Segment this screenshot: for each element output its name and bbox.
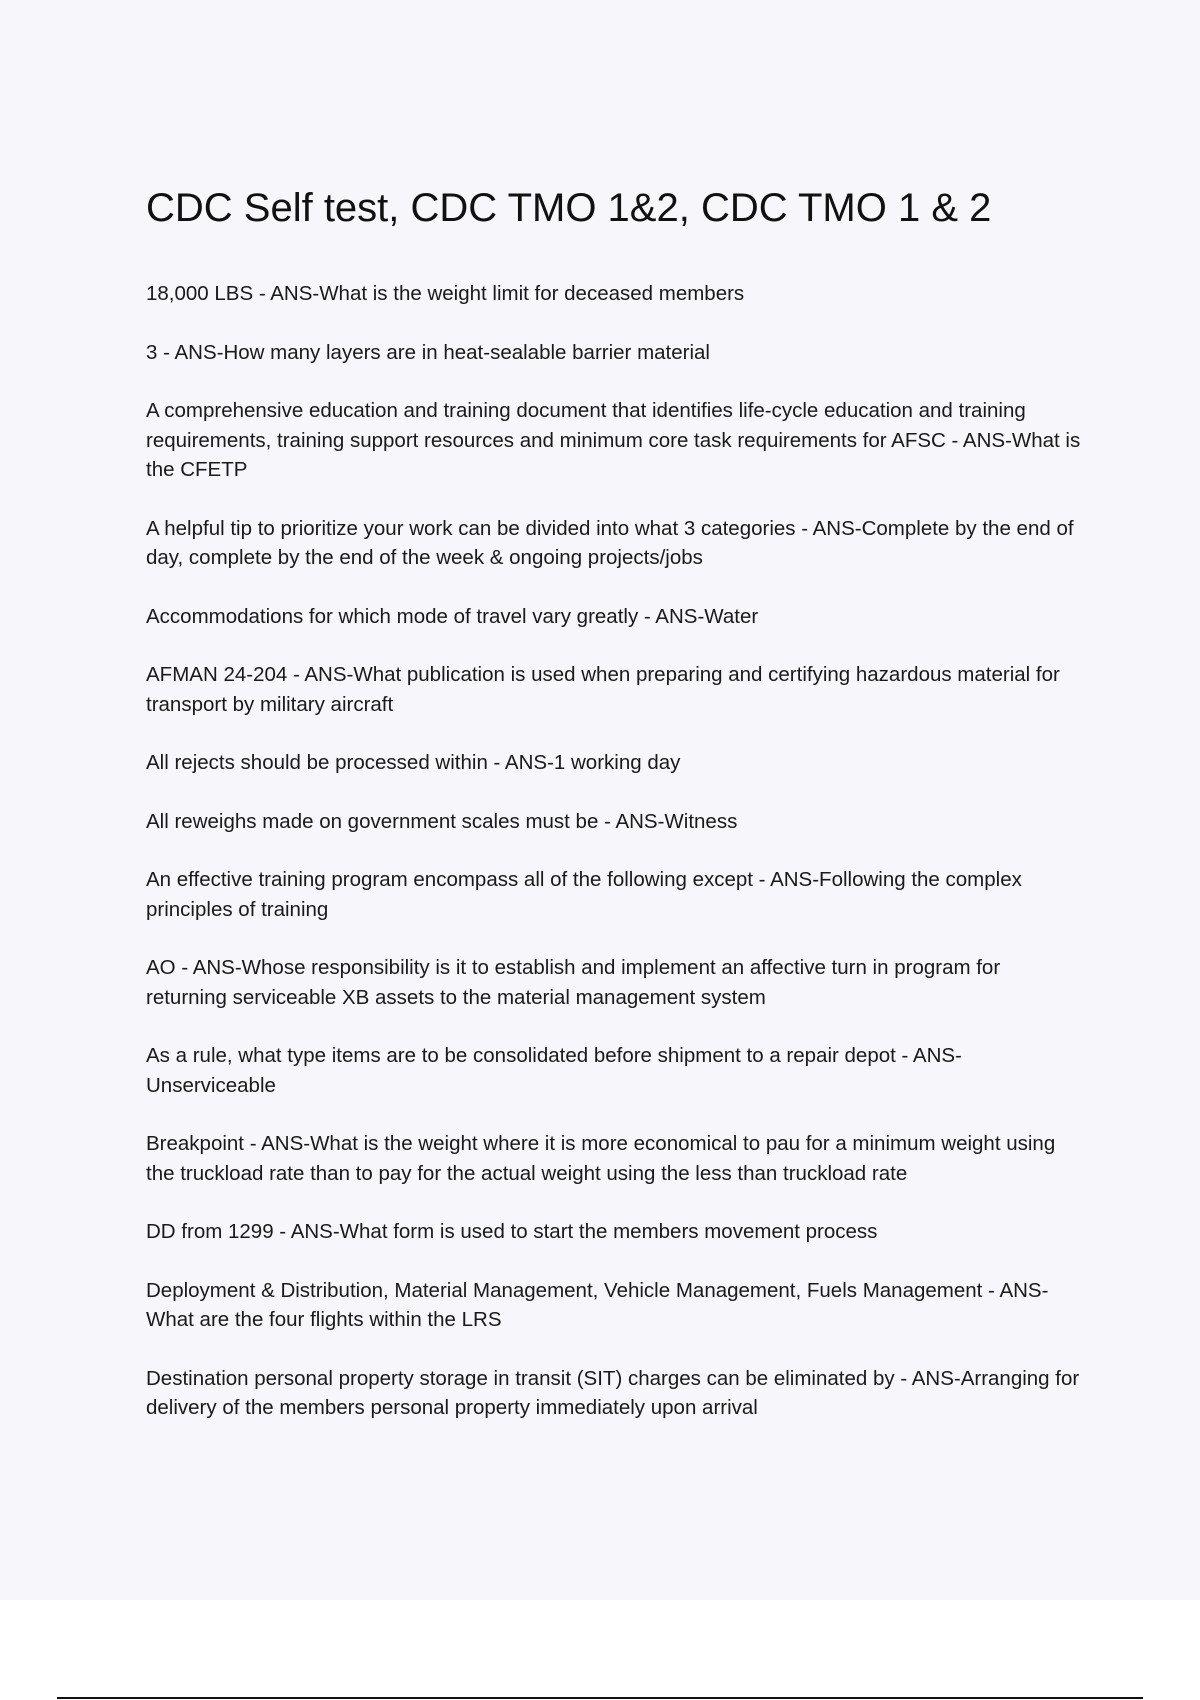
qa-item: All reweighs made on government scales must be - ANS-Witness [146, 809, 738, 833]
qa-item: A helpful tip to prioritize your work can be divided into what 3 categories - ANS-Complete by the end of day, complete by the end of the week & ongoing projects/jobs [146, 516, 1074, 569]
qa-item: Accommodations for which mode of travel vary greatly - ANS-Water [146, 604, 759, 628]
document-title: CDC Self test, CDC TMO 1&2, CDC TMO 1 & 2 [146, 186, 992, 230]
qa-item: Destination personal property storage in transit (SIT) charges can be eliminated by - ANS-Arranging for delivery of the members personal property immediately upon arrival [146, 1366, 1080, 1419]
qa-item: All rejects should be processed within - ANS-1 working day [146, 751, 681, 774]
qa-item: As a rule, what type items are to be consolidated before shipment to a repair depot - ANS-Unserviceable [146, 1044, 962, 1097]
qa-item: 18,000 LBS - ANS-What is the weight limit for deceased members [146, 282, 745, 305]
qa-item: DD from 1299 - ANS-What form is used to start the members movement process [146, 1220, 878, 1243]
qa-item: AO - ANS-Whose responsibility is it to establish and implement an affective turn in program for returning serviceable XB assets to the material management system [146, 956, 1001, 1009]
qa-item: An effective training program encompass all of the following except - ANS-Following the complex principles of training [146, 868, 1022, 921]
qa-item: AFMAN 24-204 - ANS-What publication is used when preparing and certifying hazardous material for transport by military aircraft [146, 663, 1060, 716]
qa-item: A comprehensive education and training document that identifies life-cycle education and training requirements, training support resources and minimum core task requirements for AFSC - ANS-What is the CFETP [146, 399, 1081, 481]
qa-item: Breakpoint - ANS-What is the weight where it is more economical to pau for a minimum weight using the truckload rate than to pay for the actual weight using the less than truckload rate [146, 1132, 1056, 1185]
qa-item: Deployment & Distribution, Material Management, Vehicle Management, Fuels Management - ANS-What are the four flights within the LRS [146, 1278, 1049, 1331]
footer-divider [57, 1697, 1143, 1699]
qa-list [146, 279, 1086, 1452]
qa-item: 3 - ANS-How many layers are in heat-sealable barrier material [146, 340, 710, 364]
